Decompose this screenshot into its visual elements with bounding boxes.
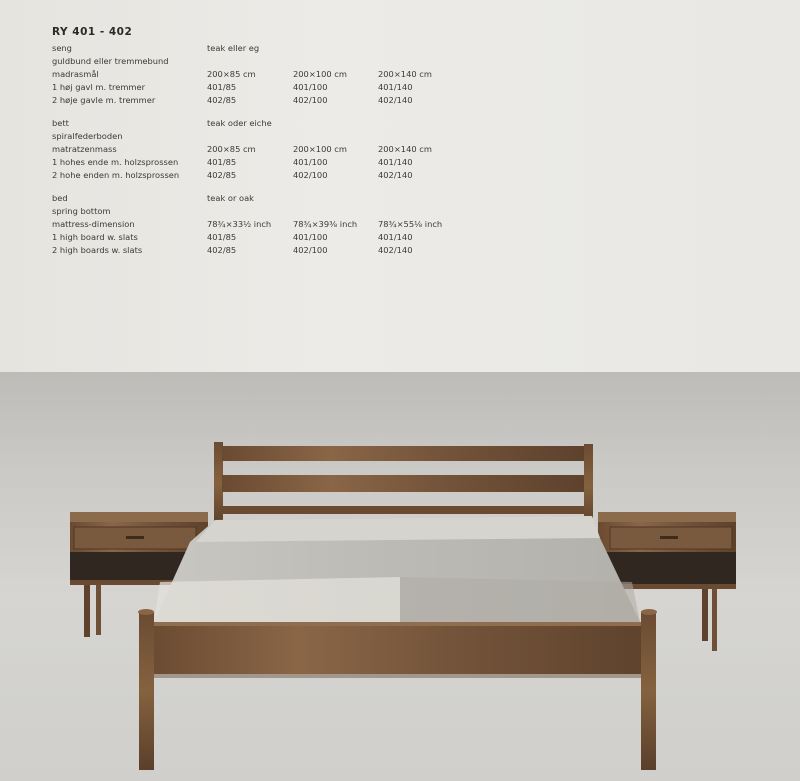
headboard	[214, 442, 593, 528]
spec-value: 402/100	[293, 245, 328, 255]
product-photo	[0, 372, 800, 781]
spec-label: 2 høje gavle m. tremmer	[52, 95, 156, 105]
spec-row	[52, 143, 612, 156]
spec-row	[52, 117, 612, 130]
spec-value: 200×85 cm	[207, 69, 256, 79]
spec-label: seng	[52, 43, 72, 53]
spec-value: 402/100	[293, 170, 328, 180]
spec-block-german	[52, 117, 612, 182]
spec-label: bett	[52, 118, 69, 128]
spec-value: 401/140	[378, 232, 413, 242]
spec-value: 402/85	[207, 245, 237, 255]
spec-block-danish	[52, 42, 612, 107]
spec-row	[52, 231, 612, 244]
spec-value: 402/140	[378, 170, 413, 180]
spec-value: 78¾×33½ inch	[207, 219, 272, 229]
spec-label: guldbund eller tremmebund	[52, 56, 169, 66]
spec-value: 402/85	[207, 170, 237, 180]
spec-row	[52, 55, 612, 68]
spec-label: spiralfederboden	[52, 131, 123, 141]
spec-label: 2 high boards w. slats	[52, 245, 143, 255]
spec-value: 402/140	[378, 245, 413, 255]
spec-value: 78¾×39⅜ inch	[293, 219, 358, 229]
spec-row	[52, 94, 612, 107]
spec-label: mattress-dimension	[52, 219, 135, 229]
spec-label: 1 høj gavl m. tremmer	[52, 82, 146, 92]
spec-block-english	[52, 192, 612, 257]
spec-label: 1 hohes ende m. holzsprossen	[52, 157, 179, 167]
spec-value: 401/100	[293, 82, 328, 92]
spec-value: 402/140	[378, 95, 413, 105]
spec-sheet	[52, 26, 612, 267]
spec-label: madrasmål	[52, 69, 99, 79]
spec-value: 200×85 cm	[207, 144, 256, 154]
spec-value: 200×100 cm	[293, 69, 347, 79]
spec-value: 401/85	[207, 82, 237, 92]
spec-row	[52, 81, 612, 94]
spec-label: 2 hohe enden m. holzsprossen	[52, 170, 180, 180]
spec-value: teak oder eiche	[207, 118, 272, 128]
spec-value: 401/100	[293, 157, 328, 167]
spec-value: 402/85	[207, 95, 237, 105]
bed-illustration	[0, 372, 800, 781]
spec-value: 402/100	[293, 95, 328, 105]
spec-row	[52, 244, 612, 257]
spec-value: 401/85	[207, 232, 237, 242]
spec-row	[52, 169, 612, 182]
model-title: RY 401 - 402	[52, 26, 133, 38]
spec-value: 200×140 cm	[378, 144, 432, 154]
spec-row	[52, 218, 612, 231]
spec-value: 401/85	[207, 157, 237, 167]
spec-value: 401/140	[378, 82, 413, 92]
spec-row	[52, 205, 612, 218]
spec-label: spring bottom	[52, 206, 111, 216]
spec-value: 200×100 cm	[293, 144, 347, 154]
spec-value: teak eller eg	[207, 43, 260, 53]
spec-value: 401/100	[293, 232, 328, 242]
spec-label: bed	[52, 193, 68, 203]
spec-row	[52, 156, 612, 169]
spec-row	[52, 42, 612, 55]
spec-row	[52, 68, 612, 81]
blanket	[154, 516, 640, 622]
spec-value: teak or oak	[207, 193, 254, 203]
spec-value: 200×140 cm	[378, 69, 432, 79]
spec-label: 1 high board w. slats	[52, 232, 138, 242]
spec-row	[52, 192, 612, 205]
spec-value: 401/140	[378, 157, 413, 167]
spec-value: 78¾×55⅛ inch	[378, 219, 443, 229]
spec-label: matratzenmass	[52, 144, 117, 154]
spec-row	[52, 130, 612, 143]
